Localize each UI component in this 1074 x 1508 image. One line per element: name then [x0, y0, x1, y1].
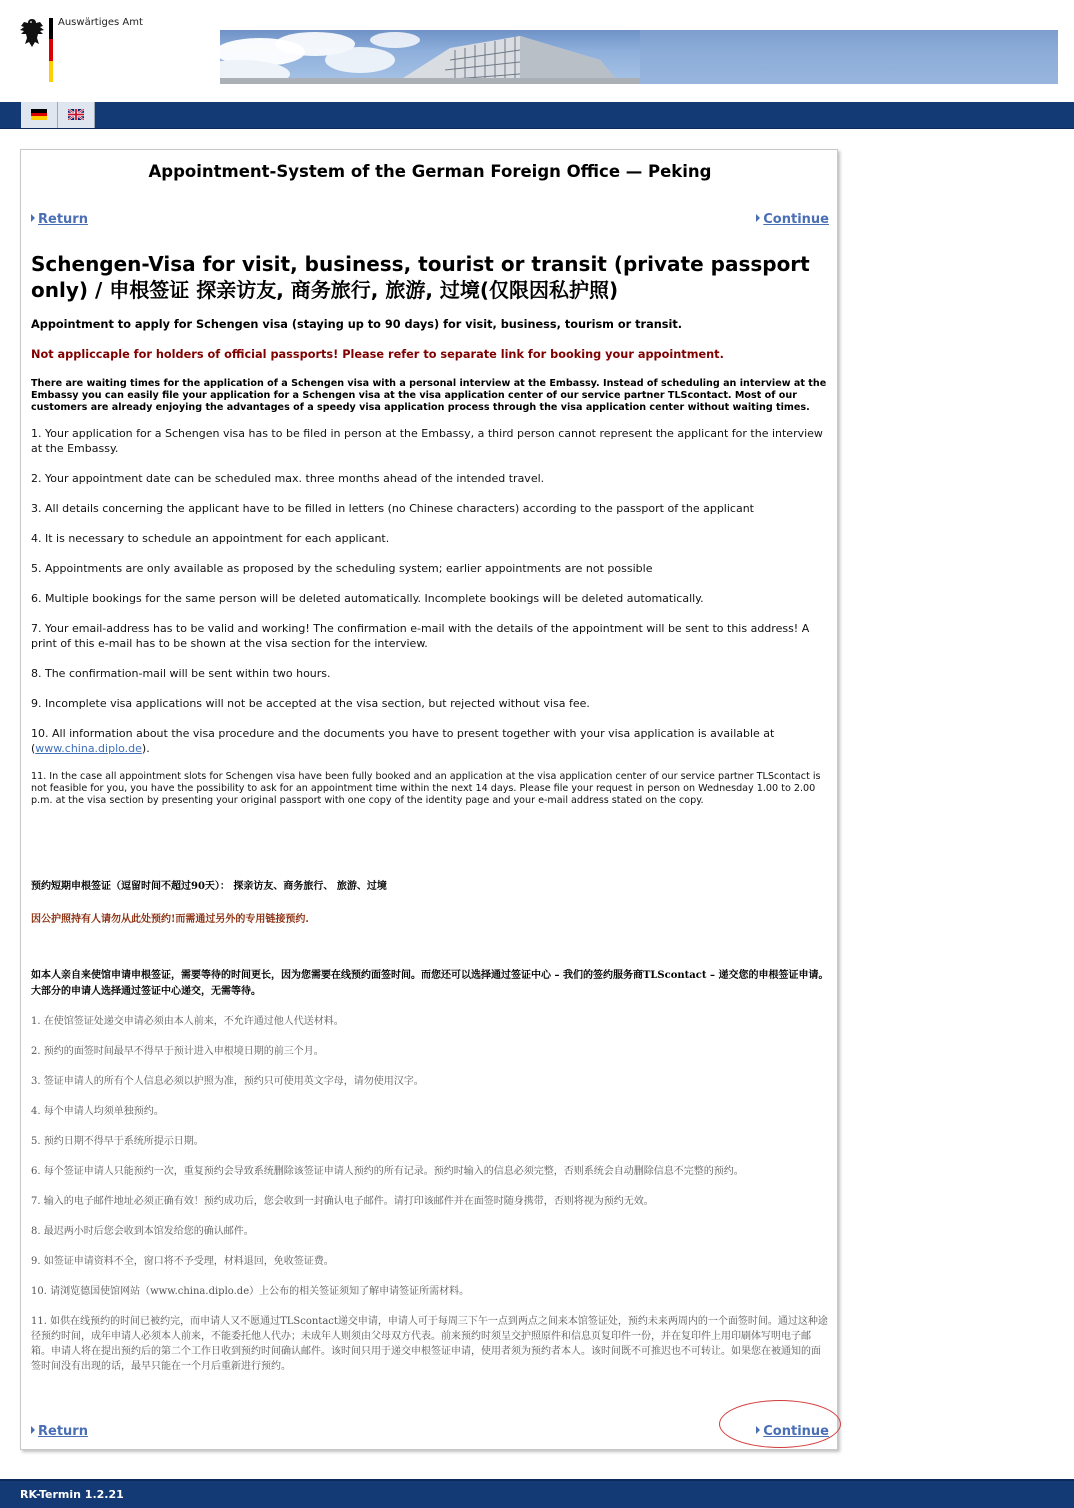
cn-tlscontact-notice: 如本人亲自来使馆申请申根签证，需要等待的时间更长，因为您需要在线预约面签时间。而您还可以选择通过签证中心 – 我们的签约服务商TLScontact – 递交您的申根签证申请。大部分的申请人选择通过签证中心递交，无需等待。	[31, 970, 829, 997]
org-name: Auswärtiges Amt	[58, 17, 143, 28]
cn-instruction-item-3: 3. 签证申请人的所有个人信息必须以护照为准，预约只可使用英文字母，请勿使用汉字。	[31, 1076, 424, 1087]
instruction-item-6: 6. Multiple bookings for the same person will be deleted automatically. Incomplete bookings will be deleted automatically.	[31, 592, 704, 605]
item10-prefix: 10. All information about the visa procedure and the documents you have to present together with your visa application is available at (	[31, 727, 775, 755]
official-passport-warning: Not appliccaple for holders of official passports! Please refer to separate link for booking your appointment.	[31, 348, 724, 361]
arrow-right-icon	[31, 1426, 35, 1434]
arrow-right-icon	[31, 214, 35, 222]
app-version: RK-Termin 1.2.21	[20, 1488, 124, 1501]
cn-instruction-item-11: 11. 如供在线预约的时间已被约完，而申请人又不愿通过TLScontact递交申请，申请人可于每周三下午一点到两点之间来本馆签证处，预约未来两周内的一个面签时间。通过这种途径预约时间，成年申请人必须本人前来，不能委托他人代办；未成年人则须由父母双方代表。前来预约时须呈交护照原件和信息页复印件一份，并在复印件上用印刷体写明电子邮箱。申请人将在提出预约后的第二个工作日收到预约时间确认邮件。该时间只用于递交申根签证申请，使用者须为预约者本人。该时间既不可推迟也不可转让。如果您在被通知的面签时间没有出现的话，最早只能在一个月后重新进行预约。	[31, 1316, 828, 1372]
page-title: Appointment-System of the German Foreign Office — Peking	[148, 162, 712, 181]
cn-official-passport-warning: 因公护照持有人请勿从此处预约!而需通过另外的专用链接预约.	[31, 914, 309, 925]
uk-flag-icon	[65, 109, 87, 120]
instruction-item-10	[31, 726, 829, 756]
instruction-item-1: 1. Your application for a Schengen visa has to be filed in person at the Embassy, a third person cannot represent the applicant for the interview at the Embassy.	[31, 427, 823, 455]
header-banner-image	[220, 30, 1058, 84]
cn-instruction-item-7: 7. 输入的电子邮件地址必须正确有效！预约成功后，您会收到一封确认电子邮件。请打印该邮件并在面签时随身携带，否则将视为预约无效。	[31, 1196, 654, 1207]
german-flag-icon	[31, 109, 47, 120]
item10-suffix: ).	[141, 742, 150, 755]
cn-instruction-item-9: 9. 如签证申请资料不全，窗口将不予受理，材料退回，免收签证费。	[31, 1256, 334, 1267]
instruction-item-7: 7. Your email-address has to be valid and working! The confirmation e-mail with the details of the appointment will be sent to this address! A print of this e-mail has to be shown at the visa section for the interview.	[31, 622, 810, 650]
eagle-icon	[18, 16, 46, 54]
instruction-item-2: 2. Your appointment date can be scheduled max. three months ahead of the intended travel.	[31, 472, 545, 485]
visa-category-heading: Schengen-Visa for visit, business, tourist or transit (private passport only) / 申根签证 探亲访友, 商务旅行, 旅游, 过境(仅限因私护照)	[31, 252, 810, 302]
cn-intro-text: 预约短期申根签证（逗留时间不超过90天）： 探亲访友、商务旅行、 旅游、过境	[31, 881, 387, 892]
language-tab-german[interactable]	[21, 102, 58, 128]
instruction-item-9: 9. Incomplete visa applications will not be accepted at the visa section, but rejected without visa fee.	[31, 697, 590, 710]
continue-highlight-annotation	[719, 1400, 841, 1448]
language-tab-english[interactable]	[58, 102, 95, 128]
language-nav-bar	[0, 102, 1074, 129]
footer-bar	[0, 1479, 1074, 1508]
content-panel	[20, 149, 838, 1450]
cn-instruction-item-10: 10. 请浏览德国使馆网站（www.china.diplo.de）上公布的相关签证须知了解申请签证所需材料。	[31, 1286, 470, 1297]
return-link-top[interactable]: Return	[31, 212, 88, 227]
site-header	[0, 0, 1074, 100]
continue-link-top[interactable]: Continue	[756, 212, 829, 227]
continue-link-bottom[interactable]: Continue	[756, 1424, 829, 1439]
cn-instruction-item-2: 2. 预约的面签时间最早不得早于预计进入申根境日期的前三个月。	[31, 1046, 324, 1057]
cn-instruction-item-5: 5. 预约日期不得早于系统所提示日期。	[31, 1136, 204, 1147]
return-link-bottom[interactable]: Return	[31, 1424, 88, 1439]
instruction-item-4: 4. It is necessary to schedule an appointment for each applicant.	[31, 532, 390, 545]
federal-eagle-logo[interactable]	[18, 16, 168, 86]
instruction-item-5: 5. Appointments are only available as proposed by the scheduling system; earlier appointments are not possible	[31, 562, 653, 575]
instruction-item-3: 3. All details concerning the applicant have to be filled in letters (no Chinese characters) according to the passport of the applicant	[31, 502, 754, 515]
german-flag-bar	[49, 18, 53, 82]
cn-instruction-item-4: 4. 每个申请人均须单独预约。	[31, 1106, 164, 1117]
tlscontact-notice: There are waiting times for the application of a Schengen visa with a personal interview at the Embassy. Instead of scheduling an interview at the Embassy you can easily file your application for a Schengen visa at the visa application center of our service partner TLScontact. Most of our customers are already enjoying the advantages of a speedy visa application process through the visa application center without waiting times.	[31, 378, 827, 413]
instruction-item-8: 8. The confirmation-mail will be sent within two hours.	[31, 667, 331, 680]
diplo-website-link[interactable]: www.china.diplo.de	[35, 742, 142, 755]
cn-instruction-item-8: 8. 最迟两小时后您会收到本馆发给您的确认邮件。	[31, 1226, 254, 1237]
intro-text: Appointment to apply for Schengen visa (staying up to 90 days) for visit, business, tourism or transit.	[31, 318, 683, 331]
arrow-right-icon	[756, 214, 760, 222]
instruction-item-11: 11. In the case all appointment slots for Schengen visa have been fully booked and an application at the visa application center of our service partner TLScontact is not feasible for you, you have the possibility to ask for an appointment time within the next 14 days. Please file your request in person on Wednesday 1.00 to 2.00 p.m. at the visa section by presenting your original passport with one copy of the identity page and your e-mail address stated on the copy.	[31, 771, 821, 806]
cn-instruction-item-6: 6. 每个签证申请人只能预约一次，重复预约会导致系统删除该签证申请人预约的所有记录。预约时输入的信息必须完整，否则系统会自动删除信息不完整的预约。	[31, 1166, 744, 1177]
cn-instruction-item-1: 1. 在使馆签证处递交申请必须由本人前来，不允许通过他人代送材料。	[31, 1016, 344, 1027]
